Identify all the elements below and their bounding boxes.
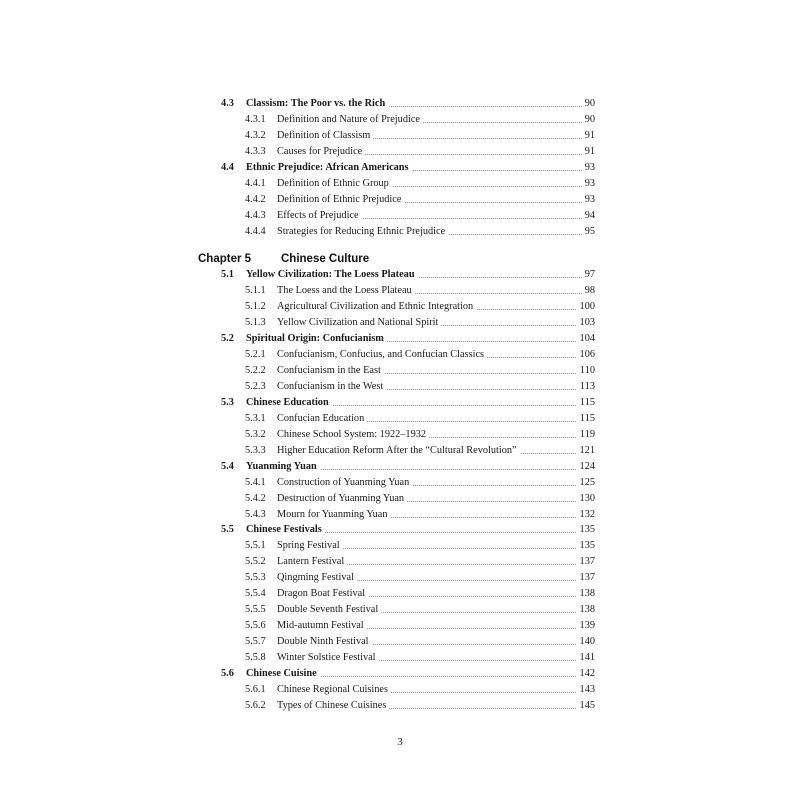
- entry-title: Spring Festival: [277, 538, 343, 554]
- entry-number: 5.5: [221, 524, 234, 536]
- entry-page-number: 138: [577, 602, 595, 618]
- toc-subsection-entry[interactable]: [0, 570, 800, 586]
- entry-number: 4.3.2: [245, 129, 266, 141]
- entry-number: 5.1.1: [245, 285, 266, 297]
- entry-title: Strategies for Reducing Ethnic Prejudice: [277, 224, 448, 240]
- entry-page-number: 90: [582, 112, 595, 128]
- entry-title: Yellow Civilization: The Loess Plateau: [246, 267, 418, 283]
- entry-page-number: 141: [577, 650, 595, 666]
- entry-page-number: 94: [582, 208, 595, 224]
- entry-number: 5.3.2: [245, 428, 266, 440]
- toc-subsection-entry[interactable]: [0, 698, 800, 714]
- entry-number: 5.1: [221, 269, 234, 281]
- entry-number: 5.1.3: [245, 317, 266, 329]
- toc-subsection-entry[interactable]: [0, 315, 800, 331]
- entry-page-number: 135: [577, 522, 595, 538]
- entry-page-number: 115: [577, 395, 595, 411]
- toc-subsection-entry[interactable]: [0, 176, 800, 192]
- toc-section-entry[interactable]: [0, 96, 800, 112]
- entry-page-number: 140: [577, 634, 595, 650]
- toc-subsection-entry[interactable]: [0, 224, 800, 240]
- entry-number: 5.4.3: [245, 508, 266, 520]
- entry-number: 4.4.2: [245, 193, 266, 205]
- entry-title: Types of Chinese Cuisines: [277, 698, 389, 714]
- entry-page-number: 119: [577, 427, 595, 443]
- entry-number: 5.2: [221, 333, 234, 345]
- toc-subsection-entry[interactable]: [0, 379, 800, 395]
- toc-subsection-entry[interactable]: [0, 299, 800, 315]
- toc-subsection-entry[interactable]: [0, 475, 800, 491]
- entry-number: 5.3: [221, 396, 234, 408]
- entry-title: Winter Solstice Festival: [277, 650, 379, 666]
- toc-subsection-entry[interactable]: [0, 144, 800, 160]
- toc-section-entry[interactable]: [0, 666, 800, 682]
- toc-subsection-entry[interactable]: [0, 618, 800, 634]
- toc-subsection-entry[interactable]: [0, 411, 800, 427]
- entry-page-number: 145: [577, 698, 595, 714]
- entry-number: 5.6.2: [245, 699, 266, 711]
- entry-number: 5.2.1: [245, 349, 266, 361]
- entry-number: 5.5.7: [245, 636, 266, 647]
- chapter-title: Chinese Culture: [281, 253, 370, 266]
- entry-number: 5.5.6: [245, 620, 266, 632]
- entry-title: Classism: The Poor vs. the Rich: [246, 96, 388, 112]
- entry-number: 4.3.1: [245, 113, 266, 125]
- entry-title: The Loess and the Loess Plateau: [277, 283, 415, 299]
- entry-title: Confucian Education: [277, 411, 367, 427]
- entry-title: Agricultural Civilization and Ethnic Integration: [277, 299, 476, 315]
- entry-title: Definition of Classism: [277, 128, 373, 144]
- toc-subsection-entry[interactable]: [0, 192, 800, 208]
- entry-title: Construction of Yuanming Yuan: [277, 475, 412, 491]
- entry-page-number: 113: [577, 379, 595, 395]
- entry-title: Chinese School System: 1922–1932: [277, 427, 429, 443]
- toc-subsection-entry[interactable]: [0, 491, 800, 507]
- toc-subsection-entry[interactable]: [0, 538, 800, 554]
- entry-page-number: 137: [577, 554, 595, 570]
- entry-number: 4.4: [221, 161, 234, 173]
- entry-number: 5.5.2: [245, 556, 266, 568]
- entry-number: 5.5.8: [245, 651, 266, 663]
- entry-page-number: 124: [577, 459, 595, 475]
- entry-number: 5.5.4: [245, 588, 266, 600]
- entry-title: Confucianism in the East: [277, 363, 384, 379]
- entry-page-number: 103: [577, 315, 595, 331]
- entry-title: Yuanming Yuan: [246, 459, 320, 475]
- entry-title: Effects of Prejudice: [277, 208, 362, 224]
- entry-page-number: 91: [582, 128, 595, 144]
- entry-page-number: 110: [577, 363, 595, 379]
- entry-number: 5.3.3: [245, 444, 266, 456]
- entry-page-number: 90: [582, 96, 595, 112]
- entry-page-number: 93: [582, 192, 595, 208]
- entry-title: Confucianism in the West: [277, 379, 386, 395]
- toc-section-entry[interactable]: [0, 160, 800, 176]
- entry-title: Yellow Civilization and National Spirit: [277, 315, 441, 331]
- entry-title: Definition and Nature of Prejudice: [277, 112, 423, 128]
- table-of-contents: [0, 96, 800, 714]
- entry-number: 5.6.1: [245, 683, 266, 695]
- entry-title: Higher Education Reform After the “Cultural Revolution”: [277, 443, 520, 459]
- toc-subsection-entry[interactable]: [0, 634, 800, 650]
- entry-page-number: 121: [577, 443, 595, 459]
- entry-title: Double Ninth Festival: [277, 634, 372, 650]
- entry-page-number: 97: [582, 267, 595, 283]
- entry-number: 5.1.2: [245, 301, 266, 313]
- toc-subsection-entry[interactable]: [0, 507, 800, 523]
- toc-section-entry[interactable]: [0, 331, 800, 347]
- entry-number: 4.4.4: [245, 225, 266, 237]
- entry-page-number: 125: [577, 475, 595, 491]
- chapter-heading: [0, 239, 800, 267]
- entry-title: Chinese Cuisine: [246, 666, 320, 682]
- toc-section-entry[interactable]: [0, 395, 800, 411]
- entry-title: Mid-autumn Festival: [277, 618, 367, 634]
- toc-subsection-entry[interactable]: [0, 363, 800, 379]
- entry-number: 5.2.3: [245, 381, 266, 392]
- entry-title: Definition of Ethnic Prejudice: [277, 192, 404, 208]
- entry-page-number: 137: [577, 570, 595, 586]
- toc-subsection-entry[interactable]: [0, 682, 800, 698]
- entry-title: Causes for Prejudice: [277, 144, 365, 160]
- entry-page-number: 104: [577, 331, 595, 347]
- toc-subsection-entry[interactable]: [0, 208, 800, 224]
- entry-number: 5.2.2: [245, 365, 266, 377]
- entry-number: 4.4.1: [245, 177, 266, 189]
- entry-page-number: 100: [577, 299, 595, 315]
- entry-page-number: 93: [582, 176, 595, 192]
- entry-page-number: 106: [577, 347, 595, 363]
- entry-number: 5.4: [221, 460, 234, 472]
- entry-title: Lantern Festival: [277, 554, 347, 570]
- chapter-label: Chapter 5: [198, 253, 252, 266]
- entry-title: Confucianism, Confucius, and Confucian Classics: [277, 347, 487, 363]
- toc-subsection-entry[interactable]: [0, 128, 800, 144]
- entry-page-number: 130: [577, 491, 595, 507]
- entry-page-number: 143: [577, 682, 595, 698]
- toc-subsection-entry[interactable]: [0, 283, 800, 299]
- entry-page-number: 115: [577, 411, 595, 427]
- toc-subsection-entry[interactable]: [0, 554, 800, 570]
- entry-page-number: 95: [582, 224, 595, 240]
- entry-page-number: 135: [577, 538, 595, 554]
- toc-subsection-entry[interactable]: [0, 347, 800, 363]
- entry-title: Definition of Ethnic Group: [277, 176, 392, 192]
- entry-title: Dragon Boat Festival: [277, 586, 368, 602]
- entry-title: Chinese Education: [246, 395, 332, 411]
- entry-page-number: 98: [582, 283, 595, 299]
- toc-subsection-entry[interactable]: [0, 427, 800, 443]
- entry-title: Mourn for Yuanming Yuan: [277, 507, 391, 523]
- entry-title: Chinese Festivals: [246, 522, 325, 538]
- entry-number: 5.3.1: [245, 412, 266, 424]
- toc-section-entry[interactable]: [0, 522, 800, 538]
- entry-page-number: 139: [577, 618, 595, 634]
- entry-number: 5.4.2: [245, 492, 266, 504]
- toc-subsection-entry[interactable]: [0, 112, 800, 128]
- entry-page-number: 91: [582, 144, 595, 160]
- entry-number: 5.6: [221, 667, 234, 679]
- toc-subsection-entry[interactable]: [0, 586, 800, 602]
- entry-title: Double Seventh Festival: [277, 602, 381, 618]
- page-number: 3: [397, 736, 403, 748]
- entry-page-number: 138: [577, 586, 595, 602]
- toc-subsection-entry[interactable]: [0, 602, 800, 618]
- entry-number: 5.5.1: [245, 540, 266, 552]
- entry-title: Qingming Festival: [277, 570, 357, 586]
- entry-number: 4.3.3: [245, 145, 266, 157]
- toc-section-entry[interactable]: [0, 267, 800, 283]
- entry-title: Spiritual Origin: Confucianism: [246, 331, 387, 347]
- toc-section-entry[interactable]: [0, 459, 800, 475]
- entry-title: Chinese Regional Cuisines: [277, 682, 391, 698]
- entry-page-number: 132: [577, 507, 595, 523]
- entry-number: 4.4.3: [245, 209, 266, 221]
- entry-page-number: 142: [577, 666, 595, 682]
- entry-number: 5.5.3: [245, 572, 266, 584]
- entry-title: Ethnic Prejudice: African Americans: [246, 160, 412, 176]
- entry-title: Destruction of Yuanming Yuan: [277, 491, 407, 507]
- toc-subsection-entry[interactable]: [0, 650, 800, 666]
- entry-number: 4.3: [221, 98, 234, 109]
- entry-page-number: 93: [582, 160, 595, 176]
- toc-subsection-entry[interactable]: [0, 443, 800, 459]
- entry-number: 5.4.1: [245, 476, 266, 488]
- entry-number: 5.5.5: [245, 604, 266, 616]
